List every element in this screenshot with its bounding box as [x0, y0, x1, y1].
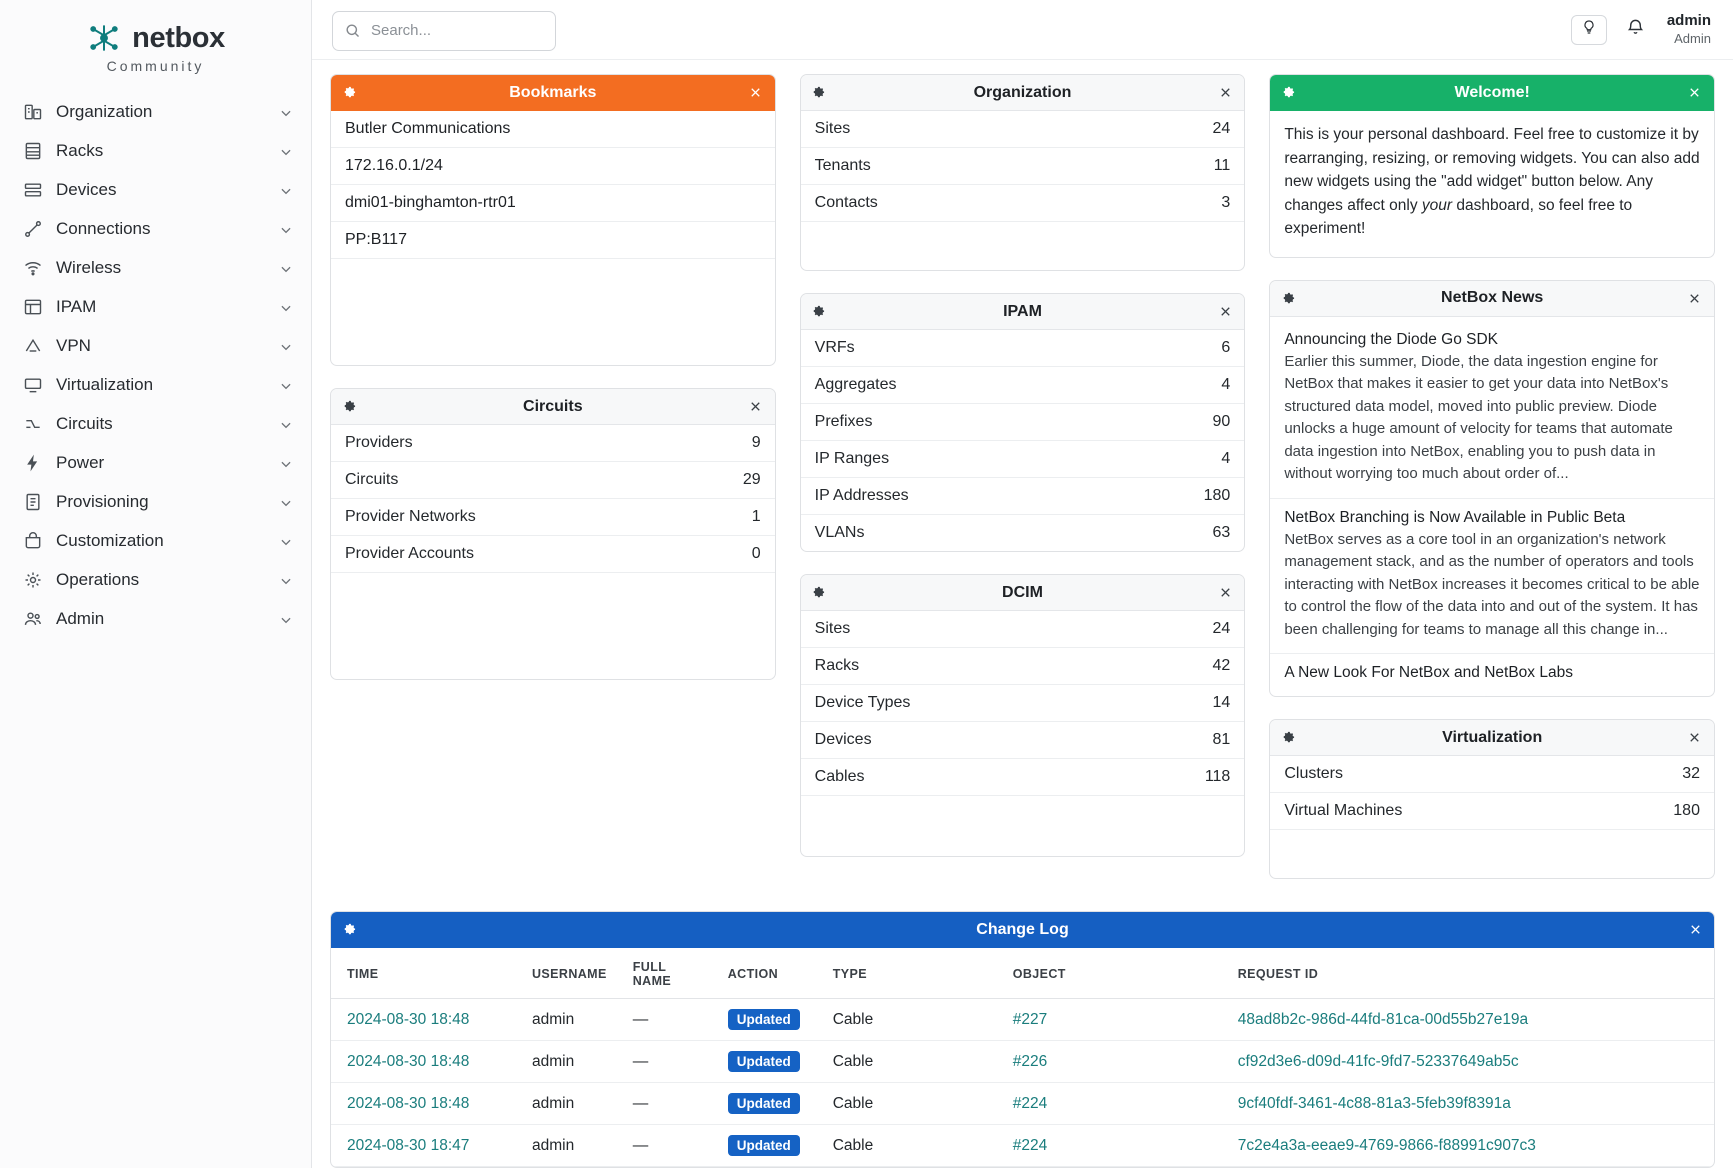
chevron-down-icon: [279, 144, 293, 158]
cell-request-id[interactable]: 9cf40fdf-3461-4c88-81a3-5feb39f8391a: [1237, 1094, 1511, 1112]
sidebar-item-label: Admin: [56, 608, 105, 628]
sidebar-item-label: Operations: [56, 569, 140, 589]
sidebar-item-provisioning[interactable]: [0, 482, 311, 521]
table-row[interactable]: [331, 1125, 1714, 1167]
theme-toggle-button[interactable]: [1571, 15, 1607, 45]
circuits-icon: [22, 413, 44, 435]
stat-label: Prefixes: [814, 413, 873, 430]
gear-icon[interactable]: [811, 303, 829, 321]
cell-username: admin: [516, 1083, 617, 1125]
stat-value: 24: [1212, 620, 1231, 637]
user-role: Admin: [1674, 30, 1711, 46]
stat-value: 1: [751, 508, 761, 525]
widget-body: [331, 111, 775, 365]
stat-label: IP Addresses: [814, 487, 909, 504]
cell-type: Cable: [817, 1125, 997, 1167]
widget-body: [801, 330, 1245, 551]
widget-body: [1270, 317, 1714, 697]
stat-row[interactable]: [331, 536, 775, 573]
cell-object[interactable]: #226: [1012, 1052, 1048, 1070]
widget-spacer: [331, 573, 775, 679]
sidebar-item-virtualization[interactable]: [0, 365, 311, 404]
user-name: admin: [1666, 12, 1711, 29]
search-icon: [344, 22, 361, 39]
widget-body: [801, 611, 1245, 856]
chevron-down-icon: [279, 378, 293, 392]
cell-username: admin: [516, 1041, 617, 1083]
news-title: A New Look For NetBox and NetBox Labs: [1284, 664, 1573, 682]
close-icon[interactable]: [747, 398, 765, 416]
table-row[interactable]: [331, 1083, 1714, 1125]
sidebar-item-label: Racks: [56, 140, 104, 160]
main-area: [312, 0, 1733, 1168]
sidebar-item-admin[interactable]: [0, 599, 311, 638]
column-header-username[interactable]: USERNAME: [516, 948, 617, 999]
stat-value: 4: [1221, 450, 1231, 467]
close-icon[interactable]: [1686, 921, 1704, 939]
gear-icon[interactable]: [341, 921, 359, 939]
admin-icon: [22, 608, 44, 630]
provisioning-icon: [22, 491, 44, 513]
sidebar-item-organization[interactable]: [0, 92, 311, 131]
cell-fullname: —: [617, 1041, 712, 1083]
stat-value: 4: [1221, 376, 1231, 393]
widget-title: Bookmarks: [509, 83, 597, 101]
stat-value: 29: [742, 471, 761, 488]
table-row[interactable]: [331, 999, 1714, 1041]
column-header-fullname[interactable]: FULL NAME: [617, 948, 712, 999]
sidebar-item-label: Provisioning: [56, 491, 149, 511]
widget-body: [1270, 756, 1714, 878]
widget-spacer: [331, 259, 775, 365]
brand[interactable]: [0, 8, 311, 92]
netbox-logo-icon: [86, 20, 122, 56]
sidebar-item-ipam[interactable]: [0, 287, 311, 326]
cell-request-id[interactable]: 7c2e4a3a-eeae9-4769-9866-f88991c907c3: [1237, 1136, 1536, 1154]
stat-value: 11: [1213, 157, 1231, 174]
widget-header: [331, 389, 775, 425]
news-item[interactable]: [1270, 321, 1714, 499]
cell-fullname: —: [617, 1125, 712, 1167]
stat-label: Cables: [814, 768, 865, 785]
sidebar-item-label: VPN: [56, 335, 91, 355]
stat-row[interactable]: [801, 515, 1245, 551]
widget-spacer: [801, 222, 1245, 270]
stat-label: Devices: [814, 731, 872, 748]
sidebar-item-label: IPAM: [56, 296, 97, 316]
stat-row[interactable]: [801, 685, 1245, 722]
stat-label: VLANs: [814, 524, 865, 541]
status-badge: Updated: [728, 1093, 800, 1114]
cell-type: Cable: [817, 1083, 997, 1125]
stat-label: Circuits: [345, 471, 399, 488]
stat-row[interactable]: [1270, 756, 1714, 793]
widget-header: [1270, 720, 1714, 756]
stat-row[interactable]: [331, 499, 775, 536]
stat-label: Clusters: [1284, 765, 1344, 783]
widget-title: DCIM: [1002, 583, 1043, 601]
bell-icon: [1626, 18, 1645, 42]
column-header-action[interactable]: ACTION: [712, 948, 817, 999]
stat-label: VRFs: [814, 339, 855, 356]
stat-row[interactable]: [331, 425, 775, 462]
sidebar-item-circuits[interactable]: [0, 404, 311, 443]
widget-spacer: [1270, 830, 1714, 878]
racks-icon: [22, 140, 44, 162]
gear-icon[interactable]: [341, 398, 359, 416]
stat-label: Aggregates: [814, 376, 897, 393]
widget-bookmarks: [330, 74, 776, 366]
stat-value: 14: [1212, 694, 1231, 711]
cell-username: admin: [516, 1125, 617, 1167]
bookmark-item[interactable]: Butler Communications: [331, 111, 775, 148]
sidebar-item-power[interactable]: [0, 443, 311, 482]
news-item[interactable]: [1270, 499, 1714, 655]
sidebar-item-vpn[interactable]: [0, 326, 311, 365]
cell-time[interactable]: 2024-08-30 18:48: [347, 1052, 470, 1070]
chevron-down-icon: [279, 417, 293, 431]
sidebar-item-wireless[interactable]: [0, 248, 311, 287]
stat-row[interactable]: [801, 111, 1245, 148]
cell-request-id[interactable]: 48ad8b2c-986d-44fd-81ca-00d55b27e19a: [1237, 1010, 1529, 1028]
close-icon[interactable]: [1686, 84, 1704, 102]
widget-header: [801, 75, 1245, 111]
cell-object[interactable]: #224: [1012, 1136, 1048, 1154]
dashboard-grid: [312, 60, 1733, 911]
cell-username: admin: [516, 999, 617, 1041]
devices-icon: [22, 179, 44, 201]
chevron-down-icon: [279, 300, 293, 314]
widget-body: [331, 425, 775, 679]
stat-row[interactable]: [801, 441, 1245, 478]
widget-organization: [800, 74, 1246, 271]
sidebar: [0, 0, 312, 1168]
gear-icon[interactable]: [341, 84, 359, 102]
widget-header: [331, 912, 1714, 948]
chevron-down-icon: [279, 534, 293, 548]
stat-label: Virtual Machines: [1284, 802, 1403, 820]
status-badge: Updated: [728, 1051, 800, 1072]
stat-label: Provider Accounts: [345, 545, 474, 562]
cell-time[interactable]: 2024-08-30 18:48: [347, 1094, 470, 1112]
sidebar-item-customization[interactable]: [0, 521, 311, 560]
widget-title: Welcome!: [1454, 83, 1530, 101]
customization-icon: [22, 530, 44, 552]
table-row[interactable]: [331, 1041, 1714, 1083]
close-icon[interactable]: [1686, 729, 1704, 747]
gear-icon[interactable]: [1280, 729, 1298, 747]
widget-header: [801, 294, 1245, 330]
stat-row[interactable]: [801, 330, 1245, 367]
stat-row[interactable]: [1270, 793, 1714, 830]
chevron-down-icon: [279, 105, 293, 119]
stat-value: 6: [1221, 339, 1231, 356]
search-input[interactable]: [332, 11, 556, 51]
chevron-down-icon: [279, 456, 293, 470]
widget-header: [331, 75, 775, 111]
search-container: [332, 11, 556, 51]
welcome-text-part2: dashboard, so feel free to experiment!: [1284, 196, 1633, 238]
change-log-table: [331, 948, 1714, 1167]
stat-value: 42: [1212, 657, 1231, 674]
widget-spacer: [801, 796, 1245, 856]
stat-row[interactable]: [801, 759, 1245, 796]
stat-value: 81: [1212, 731, 1231, 748]
close-icon[interactable]: [1216, 84, 1234, 102]
chevron-down-icon: [279, 183, 293, 197]
stat-label: Sites: [814, 120, 851, 137]
sidebar-item-label: Devices: [56, 179, 117, 199]
brand-subtitle: Community: [106, 58, 205, 74]
gear-icon[interactable]: [811, 584, 829, 602]
stat-value: 3: [1221, 194, 1231, 211]
stat-value: 118: [1204, 768, 1231, 785]
widget-title: Change Log: [976, 920, 1069, 938]
sidebar-item-operations[interactable]: [0, 560, 311, 599]
stat-value: 32: [1682, 765, 1700, 783]
dashboard-column-3: [1269, 74, 1715, 901]
stat-label: Providers: [345, 434, 413, 451]
stat-value: 90: [1212, 413, 1231, 430]
ipam-icon: [22, 296, 44, 318]
cell-object[interactable]: #227: [1012, 1010, 1048, 1028]
widget-header: [1270, 75, 1714, 111]
stat-value: 9: [751, 434, 761, 451]
stat-row[interactable]: [801, 404, 1245, 441]
stat-label: IP Ranges: [814, 450, 890, 467]
widget-title: Circuits: [523, 397, 583, 415]
stat-label: Racks: [814, 657, 860, 674]
gear-icon[interactable]: [1280, 289, 1298, 307]
stat-label: Tenants: [814, 157, 871, 174]
cell-time[interactable]: 2024-08-30 18:47: [347, 1136, 470, 1154]
chevron-down-icon: [279, 222, 293, 236]
sidebar-item-label: Customization: [56, 530, 164, 550]
stat-label: Contacts: [814, 194, 878, 211]
topbar-right: [1571, 12, 1711, 47]
close-icon[interactable]: [1686, 289, 1704, 307]
stat-row[interactable]: [801, 478, 1245, 515]
widget-header: [1270, 281, 1714, 317]
stat-value: 63: [1212, 524, 1231, 541]
cell-type: Cable: [817, 999, 997, 1041]
cell-request-id[interactable]: cf92d3e6-d09d-41fc-9fd7-52337649ab5c: [1237, 1052, 1519, 1070]
notifications-button[interactable]: [1623, 17, 1649, 43]
wireless-icon: [22, 257, 44, 279]
brand-name: netbox: [132, 21, 225, 54]
cell-fullname: —: [617, 1083, 712, 1125]
news-text: NetBox serves as a core tool in an organization's network management stack, and as the number of operators and tools interacting with NetBox increases it becomes critical to be able to control the flow of the data into and out of the system. It has been challenging for teams to manage all this change in...: [1284, 530, 1700, 638]
stat-label: Sites: [814, 620, 851, 637]
stat-row[interactable]: [331, 462, 775, 499]
cell-type: Cable: [817, 1041, 997, 1083]
sidebar-item-label: Power: [56, 452, 105, 472]
bookmark-item[interactable]: 172.16.0.1/24: [331, 148, 775, 185]
stat-value: 180: [1203, 487, 1231, 504]
column-header-object[interactable]: OBJECT: [997, 948, 1222, 999]
cell-fullname: —: [617, 999, 712, 1041]
widget-netbox-news: [1269, 280, 1715, 698]
sidebar-item-label: Wireless: [56, 257, 122, 277]
organization-icon: [22, 101, 44, 123]
sidebar-item-racks[interactable]: [0, 131, 311, 170]
dashboard-column-2: [800, 74, 1246, 901]
welcome-text-part1: This is your personal dashboard. Feel free to customize it by rearranging, resizing, or removing widgets. You can also add new widgets using the "add widget" button below. Any changes affect only: [1284, 126, 1700, 214]
sidebar-item-label: Connections: [56, 218, 151, 238]
welcome-text-emphasis: your: [1421, 196, 1453, 214]
cell-time[interactable]: 2024-08-30 18:48: [347, 1010, 470, 1028]
sidebar-item-label: Virtualization: [56, 374, 154, 394]
widget-circuits: [330, 388, 776, 680]
user-menu[interactable]: [1667, 12, 1711, 47]
chevron-down-icon: [279, 261, 293, 275]
bookmark-item[interactable]: dmi01-binghamton-rtr01: [331, 185, 775, 222]
close-icon[interactable]: [1216, 584, 1234, 602]
table-header: [331, 948, 1714, 999]
widget-dcim: [800, 574, 1246, 857]
chevron-down-icon: [279, 573, 293, 587]
widget-body: [1270, 111, 1714, 257]
news-item[interactable]: [1270, 654, 1714, 696]
widget-virtualization: [1269, 719, 1715, 879]
widget-welcome: [1269, 74, 1715, 258]
sidebar-item-label: Circuits: [56, 413, 113, 433]
stat-row[interactable]: [801, 648, 1245, 685]
chevron-down-icon: [279, 612, 293, 626]
news-title: Announcing the Diode Go SDK: [1284, 330, 1499, 348]
close-icon[interactable]: [1216, 303, 1234, 321]
widget-title: Organization: [973, 83, 1072, 101]
widget-title: Virtualization: [1442, 728, 1543, 746]
status-badge: Updated: [728, 1135, 800, 1156]
stat-label: Device Types: [814, 694, 911, 711]
gear-icon[interactable]: [811, 84, 829, 102]
widget-title: NetBox News: [1441, 289, 1544, 307]
stat-value: 0: [751, 545, 761, 562]
stat-row[interactable]: [801, 148, 1245, 185]
widget-change-log: [330, 911, 1715, 1168]
sidebar-item-label: Organization: [56, 101, 153, 121]
news-text: Earlier this summer, Diode, the data ingestion engine for NetBox that makes it easier to get your data into NetBox's structured data model, moved into public preview. Diode unlocks a huge amount of velocity for teams that automate data ingestion into NetBox, enabling you to push data in without worrying too much about order of...: [1284, 352, 1673, 483]
column-header-type[interactable]: TYPE: [817, 948, 997, 999]
sidebar-item-connections[interactable]: [0, 209, 311, 248]
table-body: [331, 999, 1714, 1167]
sidebar-nav: [0, 92, 311, 658]
stat-value: 180: [1673, 802, 1700, 820]
status-badge: Updated: [728, 1009, 800, 1030]
column-header-time[interactable]: TIME: [331, 948, 516, 999]
stat-value: 24: [1212, 120, 1231, 137]
cell-object[interactable]: #224: [1012, 1094, 1048, 1112]
close-icon[interactable]: [747, 84, 765, 102]
virtualization-icon: [22, 374, 44, 396]
chevron-down-icon: [279, 339, 293, 353]
stat-label: Provider Networks: [345, 508, 476, 525]
connections-icon: [22, 218, 44, 240]
vpn-icon: [22, 335, 44, 357]
topbar: [312, 0, 1733, 60]
gear-icon[interactable]: [1280, 84, 1298, 102]
operations-icon: [22, 569, 44, 591]
bookmark-item[interactable]: PP:B117: [331, 222, 775, 259]
sidebar-item-devices[interactable]: [0, 170, 311, 209]
dashboard-column-1: [330, 74, 776, 901]
lightbulb-icon: [1581, 19, 1597, 40]
stat-row[interactable]: [801, 185, 1245, 222]
stat-row[interactable]: [801, 367, 1245, 404]
power-icon: [22, 452, 44, 474]
chevron-down-icon: [279, 495, 293, 509]
widget-body: [801, 111, 1245, 270]
column-header-request-id[interactable]: REQUEST ID: [1222, 948, 1714, 999]
widget-header: [801, 575, 1245, 611]
stat-row[interactable]: [801, 611, 1245, 648]
news-title: NetBox Branching is Now Available in Public Beta: [1284, 508, 1626, 526]
table-header-row: [331, 948, 1714, 999]
stat-row[interactable]: [801, 722, 1245, 759]
widget-ipam: [800, 293, 1246, 552]
widget-title: IPAM: [1003, 302, 1042, 320]
